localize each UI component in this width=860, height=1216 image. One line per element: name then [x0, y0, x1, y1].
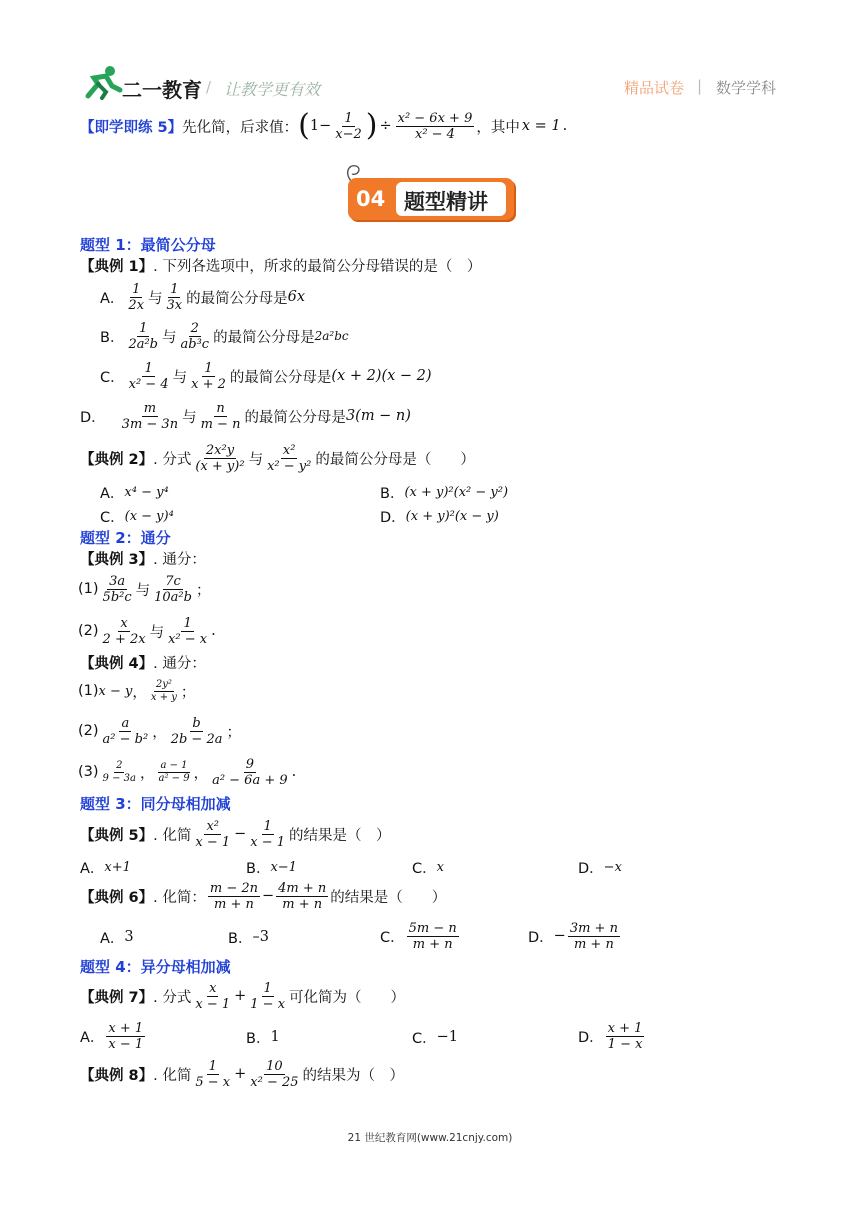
question-text-2: 可化简为（ ） [289, 989, 406, 1006]
frac-den: x + 2 [191, 376, 226, 392]
example-label: 【典例 8】 [80, 1067, 154, 1084]
part-1 [78, 570, 210, 608]
frac-den: 10a²b [154, 589, 192, 605]
example-label: 【典例 4】 [80, 656, 154, 672]
practice-label: 【即学即练 5】 [80, 119, 183, 136]
option-letter: B． [246, 861, 271, 877]
option-b [246, 1024, 280, 1050]
question-text-2: 的最简公分母是（ ） [315, 451, 475, 468]
comma: ， [152, 724, 167, 741]
runner-logo-icon [80, 64, 124, 100]
practice-text-2: ，其中 [476, 119, 520, 136]
question-text: . 化简 [153, 1067, 192, 1084]
frac-num: 1 [263, 818, 272, 834]
type-3-title: 题型 3：同分母相加减 [80, 795, 231, 813]
frac-den: x − 1 [250, 834, 286, 850]
frac-num: 2y² [155, 678, 172, 690]
end-punct: ； [195, 582, 211, 599]
option-b [228, 924, 269, 950]
type-1-title: 题型 1：最简公分母 [80, 236, 216, 254]
end-punct: . [211, 623, 216, 639]
option-letter: C． [412, 861, 437, 877]
footer: 21 世纪教育网(www.21cnjy.com) [347, 1132, 513, 1144]
question-text: . 通分： [153, 656, 206, 672]
frac-num: 2 [190, 320, 199, 336]
option-value: −x [603, 860, 622, 875]
header-right-1: 精品试卷 [624, 79, 685, 97]
frac-den: x² − 4 [414, 126, 455, 142]
option-letter: C． [100, 369, 125, 386]
option-letter: C． [412, 1030, 437, 1047]
frac-num: 7c [165, 573, 181, 589]
example-5 [80, 814, 391, 854]
option-answer: 2a²bc [314, 329, 349, 343]
conj: 与 [148, 290, 163, 307]
option-value: x−1 [270, 860, 297, 875]
frac-num: a [121, 715, 130, 731]
frac-den: a² − b² [102, 731, 149, 747]
frac-den: m + n [573, 936, 614, 952]
option-answer: 3(m − n) [345, 408, 411, 424]
practice-condition: x = 1 [521, 118, 561, 134]
example-6 [80, 876, 446, 916]
operator: + [234, 1066, 247, 1082]
frac-num: n [216, 400, 225, 416]
frac-num: 1 [263, 980, 272, 996]
frac-num: x² [206, 818, 220, 834]
option-letter: A． [100, 486, 125, 502]
question-text: . 下列各选项中，所求的最简公分母错误的是（ ） [153, 258, 482, 275]
frac-den: 1 − x [607, 1036, 643, 1052]
frac-den: x − 1 [195, 834, 231, 850]
conj: 与 [172, 369, 188, 386]
frac-den: (x + y)² [195, 458, 245, 474]
option-a [100, 924, 134, 950]
option-b [246, 857, 297, 878]
example-3 [80, 548, 206, 569]
frac-den: x² − 4 [128, 376, 169, 392]
neg-sign: − [553, 928, 566, 944]
frac-den: 5b²c [102, 589, 132, 605]
option-letter: A． [80, 1029, 105, 1046]
option-c [100, 506, 174, 527]
frac-num: a − 1 [160, 759, 188, 771]
part-3 [78, 754, 296, 790]
slogan: 让教学更有效 [224, 80, 321, 99]
example-label: 【典例 3】 [80, 552, 154, 568]
part-index: (2) [78, 623, 99, 639]
example-label: 【典例 6】 [80, 889, 154, 906]
example-1 [80, 254, 481, 276]
option-value: −1 [436, 1029, 458, 1045]
frac-den: x − 1 [108, 1036, 144, 1052]
conj: 与 [162, 329, 177, 346]
option-letter: A． [100, 290, 125, 307]
frac-den: x² − 25 [250, 1074, 299, 1090]
end-punct: . [291, 764, 297, 780]
frac-num: 1 [132, 281, 141, 297]
frac-num: 1 [170, 281, 179, 297]
question-text: . 分式 [153, 451, 192, 468]
end-punct: ； [180, 684, 196, 701]
frac-den: 1 − x [250, 996, 286, 1012]
question-text: . 化简： [153, 889, 206, 906]
option-letter: D． [380, 510, 406, 526]
frac-num: 1 [183, 615, 192, 631]
part-index: (1) [78, 683, 99, 699]
option-d [528, 916, 622, 956]
option-c [412, 857, 444, 878]
option-value: 3 [124, 929, 134, 945]
option-letter: B． [246, 1030, 271, 1047]
frac-den: m + n [214, 896, 254, 912]
example-label: 【典例 5】 [80, 827, 154, 844]
option-letter: B． [228, 930, 253, 947]
frac-den: x−2 [335, 126, 362, 142]
header-right-2: 数学学科 [716, 79, 777, 97]
paren-right: ) [365, 108, 378, 143]
option-letter: D． [80, 409, 106, 426]
frac-den: ab³c [180, 336, 210, 352]
frac-num: 3a [109, 573, 126, 589]
frac-den: 3x [166, 297, 183, 313]
option-c [412, 1024, 458, 1050]
practice-text: 先化简，后求值： [182, 119, 299, 136]
operator: − [262, 888, 275, 904]
part-1 [78, 674, 195, 708]
frac-den: m + n [412, 936, 453, 952]
frac-den: a² − 9 [158, 772, 190, 784]
type-2-title: 题型 2：通分 [80, 529, 171, 547]
example-8 [80, 1054, 404, 1094]
option-tail: 的最简公分母是 [229, 369, 332, 386]
question-text: . 化简 [153, 827, 192, 844]
question-text-2: 的结果是（ ） [330, 889, 447, 906]
practice-5 [80, 106, 567, 146]
frac-den: a² − 6a + 9 [212, 772, 288, 788]
option-d [380, 506, 499, 527]
frac-den: 2 + 2x [102, 631, 146, 647]
frac-num: b [192, 715, 201, 731]
question-text-2: 的结果为（ ） [302, 1067, 405, 1084]
frac-num: 9 [245, 756, 254, 772]
logo-text: 二一教育 [122, 78, 202, 102]
option-value: x⁴ − y⁴ [124, 485, 169, 500]
frac-num: x [120, 615, 128, 631]
example-label: 【典例 2】 [80, 451, 154, 468]
frac-num: m [143, 400, 157, 416]
frac-num: x [209, 980, 217, 996]
operator: − [234, 826, 247, 842]
frac-num: x + 1 [108, 1020, 144, 1036]
header-separator: | [697, 77, 703, 95]
frac-num: 1 [344, 110, 353, 126]
option-a [80, 857, 131, 878]
option-value: (x − y)⁴ [124, 509, 174, 524]
option-letter: D． [578, 1029, 604, 1046]
frac-num: 2x²y [205, 442, 235, 458]
frac-num: 5m − n [408, 920, 457, 936]
part-2 [78, 712, 241, 750]
part-index: (3) [78, 764, 99, 780]
example-2 [80, 438, 475, 478]
example-label: 【典例 1】 [80, 258, 154, 275]
option-tail: 的最简公分母是 [186, 290, 288, 307]
header-slash: / [206, 78, 212, 96]
option-value: 1 [270, 1029, 280, 1045]
option-tail: 的最简公分母是 [244, 409, 346, 426]
frac-den: 2x [128, 297, 145, 313]
option-letter: B． [380, 486, 405, 502]
comma: ， [132, 684, 147, 701]
divide-sign: ÷ [379, 118, 392, 134]
banner-number: 04 [356, 187, 386, 211]
conj: 与 [135, 582, 151, 599]
comma: ， [193, 765, 209, 782]
frac-num: m − 2n [209, 880, 258, 896]
operator: + [234, 988, 247, 1004]
frac-num: 4m + n [278, 880, 327, 896]
comma: ， [139, 765, 155, 782]
question-text: . 分式 [153, 989, 192, 1006]
option-a [100, 482, 169, 503]
option-d [578, 1016, 646, 1056]
frac-num: 2 [116, 759, 123, 771]
frac-den: 3m − 3n [121, 416, 179, 432]
question-text: . 通分： [153, 552, 206, 568]
frac-num: 10 [266, 1058, 283, 1074]
frac-den: x + y [150, 691, 177, 703]
conj: 与 [182, 409, 197, 426]
option-value: x+1 [104, 860, 131, 875]
part-index: (2) [78, 723, 99, 739]
option-a [100, 278, 305, 316]
frac-num: 1 [144, 360, 153, 376]
frac-num: x² [282, 442, 296, 458]
frac-den: 2b − 2a [170, 731, 223, 747]
frac-den: 5 − x [195, 1074, 231, 1090]
conj: 与 [248, 451, 264, 468]
frac-num: 1 [139, 320, 148, 336]
part-2 [78, 612, 216, 650]
frac-num: 1 [208, 1058, 217, 1074]
banner-title: 题型精讲 [404, 190, 488, 214]
example-label: 【典例 7】 [80, 989, 154, 1006]
option-value: (x + y)²(x − y) [405, 509, 499, 524]
option-a [80, 1016, 147, 1056]
frac-den: m + n [282, 896, 323, 912]
paren-left: ( [298, 108, 310, 143]
frac-num: 1 [204, 360, 213, 376]
option-value: (x + y)²(x² − y²) [404, 485, 509, 500]
frac-num: x + 1 [607, 1020, 643, 1036]
option-answer: (x + 2)(x − 2) [331, 368, 432, 384]
end-punct: ； [226, 724, 241, 741]
option-letter: A． [100, 930, 125, 947]
example-7 [80, 976, 405, 1016]
option-letter: C． [380, 929, 405, 946]
frac-den: x² − x [168, 631, 208, 647]
option-letter: C． [100, 510, 125, 526]
period: . [562, 118, 568, 134]
type-4-title: 题型 4：异分母相加减 [80, 958, 231, 976]
option-tail: 的最简公分母是 [213, 329, 315, 346]
frac-den: x² − y² [267, 458, 312, 474]
option-letter: B． [100, 329, 125, 346]
frac-num: 3m + n [569, 920, 618, 936]
frac-den: m − n [200, 416, 241, 432]
expr: x − y [98, 683, 133, 699]
option-letter: D． [528, 929, 554, 946]
option-d [80, 396, 411, 436]
question-text-2: 的结果是（ ） [289, 827, 391, 844]
example-4 [80, 652, 206, 673]
frac-num: x² − 6x + 9 [397, 110, 473, 126]
frac-den: 2a²b [128, 336, 159, 352]
option-value: x [436, 860, 444, 875]
option-letter: D． [578, 861, 604, 877]
option-letter: A． [80, 861, 105, 877]
option-c [100, 356, 432, 396]
conj: 与 [149, 624, 165, 641]
option-b [100, 316, 349, 356]
option-b [380, 482, 508, 503]
option-d [578, 857, 622, 878]
frac-den: 9 − 3a [102, 772, 136, 784]
option-value: –3 [252, 929, 269, 945]
part-index: (1) [78, 581, 99, 597]
option-c [380, 916, 461, 956]
practice-one: 1− [309, 118, 332, 134]
frac-den: x − 1 [195, 996, 231, 1012]
option-answer: 6x [287, 289, 306, 305]
